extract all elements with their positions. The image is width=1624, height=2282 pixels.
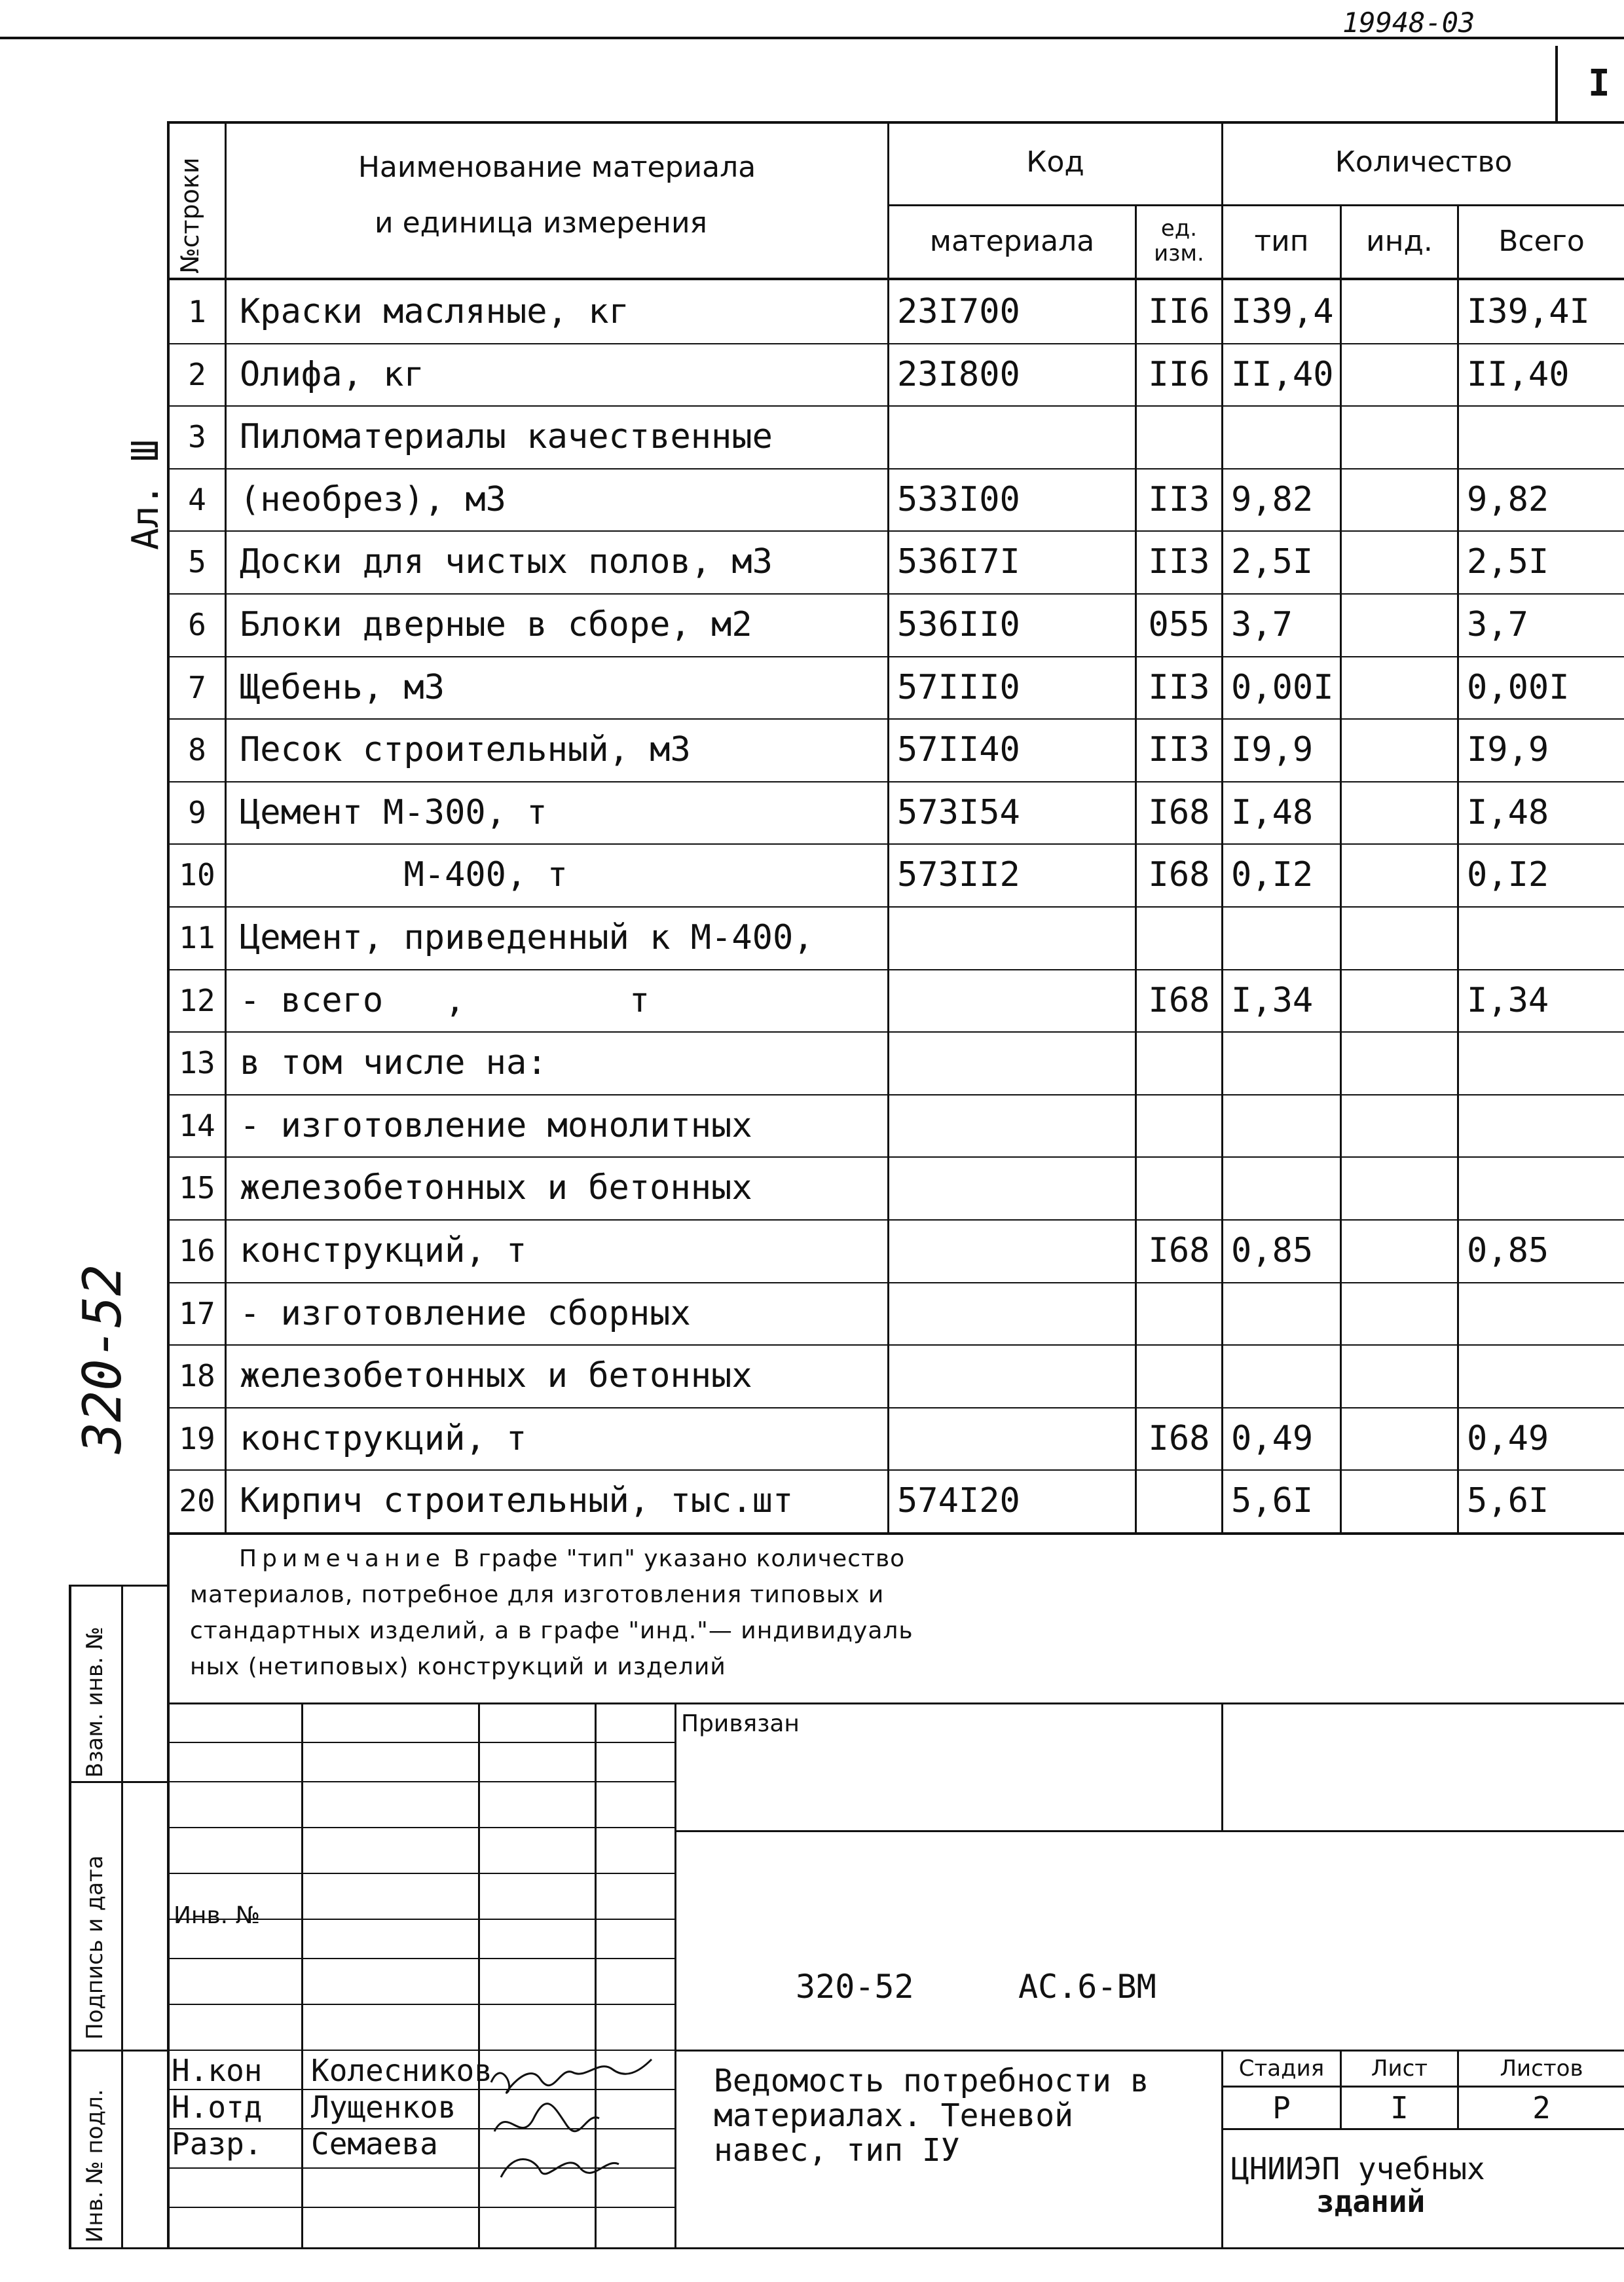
qty-total: 3,7 bbox=[1467, 605, 1528, 644]
material-code bbox=[889, 1094, 1143, 1157]
unit-code: I68 bbox=[1148, 793, 1210, 832]
note-text-1: В графе "тип" указано количество bbox=[445, 1545, 906, 1572]
document-title-line3: навес, тип IУ bbox=[714, 2132, 960, 2169]
qty-total: I,48 bbox=[1467, 793, 1549, 832]
qty-tip-header: тип bbox=[1254, 224, 1309, 258]
material-name: - всего , т bbox=[240, 981, 650, 1020]
organization-line2: зданий bbox=[1316, 2184, 1426, 2219]
material-name: Песок строительный, м3 bbox=[240, 730, 691, 769]
sheets-label: Листов bbox=[1500, 2055, 1583, 2082]
material-code: 536II0 bbox=[897, 605, 1020, 644]
unit-code: 055 bbox=[1148, 605, 1210, 644]
unit-code bbox=[1137, 1156, 1221, 1219]
unit-code: II3 bbox=[1148, 480, 1210, 519]
qty-total bbox=[1459, 1094, 1624, 1157]
unit-code: I68 bbox=[1148, 1419, 1210, 1458]
album-label: Ал. Ш bbox=[124, 439, 167, 550]
row-number: 5 bbox=[188, 544, 206, 580]
note-line-3: стандартных изделий, а в графе "инд."— индивидуаль bbox=[190, 1617, 913, 1644]
stage-value: Р bbox=[1272, 2090, 1291, 2126]
qty-ind bbox=[1342, 906, 1465, 969]
qty-ind bbox=[1342, 718, 1465, 781]
code-material-header: материала bbox=[929, 224, 1095, 258]
qty-tip: I9,9 bbox=[1231, 730, 1314, 769]
material-name: Щебень, м3 bbox=[240, 668, 445, 707]
qty-tip: I39,4 bbox=[1231, 292, 1334, 331]
material-name: конструкций, т bbox=[240, 1231, 527, 1270]
qty-ind bbox=[1342, 1344, 1465, 1407]
material-name: - изготовление монолитных bbox=[240, 1106, 752, 1145]
material-code bbox=[889, 1219, 1143, 1282]
signature-role: Разр. bbox=[172, 2126, 263, 2162]
unit-code: II6 bbox=[1148, 355, 1210, 394]
signature-name: Колесников bbox=[311, 2053, 492, 2088]
row-number: 12 bbox=[179, 983, 215, 1018]
qty-ind bbox=[1342, 1094, 1465, 1157]
note-line-1 bbox=[239, 1545, 905, 1572]
qty-tip bbox=[1223, 1344, 1348, 1407]
qty-total: 0,00I bbox=[1467, 668, 1570, 707]
qty-ind bbox=[1342, 468, 1465, 531]
row-number: 2 bbox=[188, 357, 206, 392]
material-code bbox=[889, 969, 1143, 1032]
qty-tip: 0,49 bbox=[1231, 1419, 1314, 1458]
unit-code bbox=[1137, 1282, 1221, 1345]
name-header-line1: Наименование материала bbox=[358, 150, 756, 184]
unit-code: II3 bbox=[1148, 730, 1210, 769]
code-header: Код bbox=[1026, 145, 1084, 179]
signature-role: Н.отд bbox=[172, 2089, 263, 2125]
material-name: в том числе на: bbox=[240, 1043, 547, 1082]
qty-total: I9,9 bbox=[1467, 730, 1549, 769]
material-code bbox=[889, 405, 1143, 468]
row-number: 19 bbox=[179, 1421, 215, 1456]
row-number: 1 bbox=[188, 294, 206, 329]
note-line-4: ных (нетиповых) конструкций и изделий bbox=[190, 1653, 726, 1680]
row-number: 17 bbox=[179, 1296, 215, 1331]
signature-name: Лущенков bbox=[311, 2089, 456, 2125]
material-code: 23I700 bbox=[897, 292, 1020, 331]
material-code bbox=[889, 906, 1143, 969]
material-name: Цемент М-300, т bbox=[240, 793, 547, 832]
vzam-inv-label: Взам. инв. № bbox=[82, 1627, 108, 1778]
qty-tip bbox=[1223, 1282, 1348, 1345]
material-code bbox=[889, 1282, 1143, 1345]
row-number: 10 bbox=[179, 857, 215, 893]
row-number: 7 bbox=[188, 670, 206, 705]
row-number: 18 bbox=[179, 1358, 215, 1393]
sheet-value: I bbox=[1390, 2090, 1409, 2126]
qty-ind bbox=[1342, 1407, 1465, 1470]
qty-total bbox=[1459, 906, 1624, 969]
stage-label: Стадия bbox=[1238, 2055, 1325, 2082]
qty-total: I,34 bbox=[1467, 981, 1549, 1020]
material-code: 57II40 bbox=[897, 730, 1020, 769]
unit-code: II3 bbox=[1148, 542, 1210, 581]
material-name: М-400, т bbox=[240, 855, 568, 894]
unit-code bbox=[1137, 1344, 1221, 1407]
unit-code bbox=[1137, 1094, 1221, 1157]
unit-code bbox=[1137, 1469, 1221, 1532]
qty-total bbox=[1459, 405, 1624, 468]
row-number-header: №строки bbox=[175, 157, 204, 274]
inv-podl-label: Инв. № подл. bbox=[82, 2089, 108, 2243]
qty-tip bbox=[1223, 1031, 1348, 1094]
qty-tip: I,34 bbox=[1231, 981, 1314, 1020]
sheets-value: 2 bbox=[1532, 2090, 1551, 2126]
qty-total: I39,4I bbox=[1467, 292, 1590, 331]
sheet-label: Лист bbox=[1371, 2055, 1428, 2082]
qty-tip: 3,7 bbox=[1231, 605, 1293, 644]
row-number: 6 bbox=[188, 607, 206, 642]
material-code bbox=[889, 1031, 1143, 1094]
material-name: Блоки дверные в сборе, м2 bbox=[240, 605, 752, 644]
note-lead: Примечание bbox=[239, 1545, 446, 1572]
qty-ind bbox=[1342, 656, 1465, 719]
inv-no-label: Инв. № bbox=[174, 1902, 261, 1929]
qty-ind bbox=[1342, 1156, 1465, 1219]
material-code: 536I7I bbox=[897, 542, 1020, 581]
unit-code: I68 bbox=[1148, 855, 1210, 894]
project-number: 320-52 bbox=[796, 1968, 914, 2006]
unit-code: II3 bbox=[1148, 668, 1210, 707]
qty-ind bbox=[1342, 781, 1465, 844]
row-number: 14 bbox=[179, 1108, 215, 1143]
signature-name: Семаева bbox=[311, 2126, 438, 2162]
material-code: 57III0 bbox=[897, 668, 1020, 707]
row-number: 4 bbox=[188, 482, 206, 517]
material-name: Кирпич строительный, тыс.шт bbox=[240, 1481, 794, 1520]
material-name: - изготовление сборных bbox=[240, 1294, 691, 1333]
material-code: 574I20 bbox=[897, 1481, 1020, 1520]
material-code bbox=[889, 1407, 1143, 1470]
unit-code: I68 bbox=[1148, 1231, 1210, 1270]
qty-total: 9,82 bbox=[1467, 480, 1549, 519]
qty-ind bbox=[1342, 530, 1465, 593]
privyazan-label: Привязан bbox=[681, 1710, 800, 1737]
material-name: конструкций, т bbox=[240, 1419, 527, 1458]
qty-ind bbox=[1342, 280, 1465, 343]
material-name: железобетонных и бетонных bbox=[240, 1168, 752, 1207]
material-code: 573II2 bbox=[897, 855, 1020, 894]
qty-ind bbox=[1342, 593, 1465, 656]
material-name: Олифа, кг bbox=[240, 355, 424, 394]
name-header-line2: и единица измерения bbox=[374, 206, 708, 240]
qty-total bbox=[1459, 1282, 1624, 1345]
qty-total: 0,I2 bbox=[1467, 855, 1549, 894]
unit-code bbox=[1137, 1031, 1221, 1094]
organization-line1: ЦНИИЭП учебных bbox=[1231, 2151, 1485, 2186]
qty-tip: I,48 bbox=[1231, 793, 1314, 832]
qty-tip bbox=[1223, 1094, 1348, 1157]
qty-tip: 0,00I bbox=[1231, 668, 1334, 707]
row-number: 11 bbox=[179, 920, 215, 955]
signature-role: Н.кон bbox=[172, 2053, 263, 2088]
material-name: Пиломатериалы качественные bbox=[240, 417, 773, 456]
material-name: Цемент, приведенный к М-400, bbox=[240, 918, 814, 957]
row-number: 15 bbox=[179, 1170, 215, 1205]
material-name: (необрез), м3 bbox=[240, 480, 506, 519]
qty-tip: 9,82 bbox=[1231, 480, 1314, 519]
qty-tip: 0,I2 bbox=[1231, 855, 1314, 894]
qty-tip: 5,6I bbox=[1231, 1481, 1314, 1520]
qty-ind bbox=[1342, 843, 1465, 906]
qty-ind bbox=[1342, 343, 1465, 406]
code-unit-header: ед. изм. bbox=[1154, 215, 1204, 267]
row-number: 8 bbox=[188, 732, 206, 767]
qty-ind bbox=[1342, 1219, 1465, 1282]
material-name: Доски для чистых полов, м3 bbox=[240, 542, 773, 581]
row-number: 13 bbox=[179, 1045, 215, 1080]
qty-total: 0,49 bbox=[1467, 1419, 1549, 1458]
unit-code: I68 bbox=[1148, 981, 1210, 1020]
qty-tip bbox=[1223, 1156, 1348, 1219]
qty-tip bbox=[1223, 906, 1348, 969]
unit-code bbox=[1137, 405, 1221, 468]
qty-total: 5,6I bbox=[1467, 1481, 1549, 1520]
unit-code: II6 bbox=[1148, 292, 1210, 331]
qty-tip: II,40 bbox=[1231, 355, 1334, 394]
qty-tip: 0,85 bbox=[1231, 1231, 1314, 1270]
qty-ind bbox=[1342, 1031, 1465, 1094]
project-code-handwritten: 320-52 bbox=[72, 1264, 133, 1454]
row-number: 3 bbox=[188, 419, 206, 454]
row-number: 9 bbox=[188, 795, 206, 830]
qty-total-header: Всего bbox=[1498, 224, 1585, 258]
qty-tip: 2,5I bbox=[1231, 542, 1314, 581]
document-title-line1: Ведомость потребности в bbox=[714, 2063, 1149, 2099]
quantity-header: Количество bbox=[1335, 145, 1513, 179]
document-number: 19948-03 bbox=[1342, 7, 1475, 39]
qty-ind bbox=[1342, 969, 1465, 1032]
row-number: 16 bbox=[179, 1233, 215, 1268]
material-code bbox=[889, 1156, 1143, 1219]
qty-ind bbox=[1342, 1282, 1465, 1345]
sheet-code: АС.6-ВМ bbox=[1018, 1968, 1156, 2006]
unit-code bbox=[1137, 906, 1221, 969]
material-code bbox=[889, 1344, 1143, 1407]
qty-total: 2,5I bbox=[1467, 542, 1549, 581]
qty-total bbox=[1459, 1156, 1624, 1219]
material-code: 573I54 bbox=[897, 793, 1020, 832]
material-code: 23I800 bbox=[897, 355, 1020, 394]
signatures-drawing bbox=[481, 2046, 678, 2197]
podpis-data-label: Подпись и дата bbox=[82, 1855, 108, 2040]
document-title-line2: материалах. Теневой bbox=[714, 2097, 1074, 2134]
sheet-mark: I bbox=[1588, 62, 1610, 105]
qty-total bbox=[1459, 1031, 1624, 1094]
qty-total: 0,85 bbox=[1467, 1231, 1549, 1270]
qty-tip bbox=[1223, 405, 1348, 468]
material-name: железобетонных и бетонных bbox=[240, 1356, 752, 1395]
qty-ind-header: инд. bbox=[1366, 224, 1433, 258]
qty-total bbox=[1459, 1344, 1624, 1407]
note-line-2: материалов, потребное для изготовления типовых и bbox=[190, 1581, 885, 1608]
row-number: 20 bbox=[179, 1483, 215, 1518]
qty-ind bbox=[1342, 405, 1465, 468]
material-name: Краски масляные, кг bbox=[240, 292, 629, 331]
material-code: 533I00 bbox=[897, 480, 1020, 519]
qty-total: II,40 bbox=[1467, 355, 1570, 394]
qty-ind bbox=[1342, 1469, 1465, 1532]
